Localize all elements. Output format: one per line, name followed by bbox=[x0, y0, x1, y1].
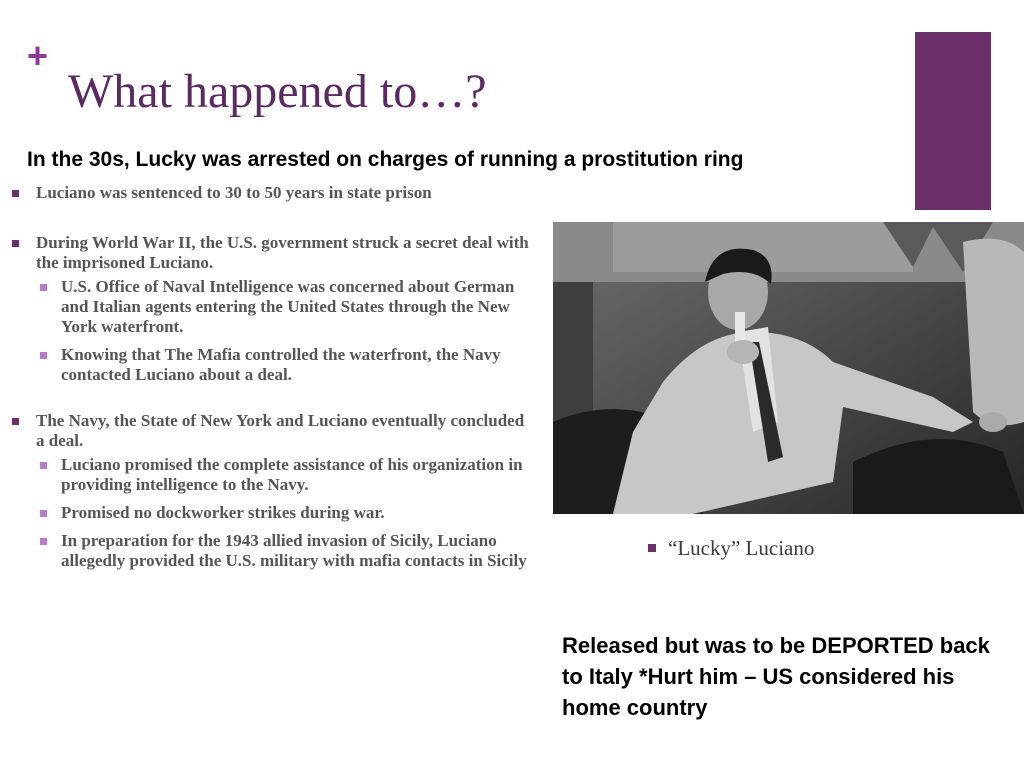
plus-icon: + bbox=[27, 35, 49, 76]
caption-text: “Lucky” Luciano bbox=[668, 536, 815, 560]
sub-bullet-item: U.S. Office of Naval Intelligence was concerned about German and Italian agents entering the United States through the New York waterfront. bbox=[36, 277, 535, 337]
sub-bullet-item: Knowing that The Mafia controlled the waterfront, the Navy contacted Luciano about a deal. bbox=[36, 345, 535, 385]
bullet-text: The Navy, the State of New York and Luciano eventually concluded a deal. bbox=[36, 411, 525, 450]
bullet-text: During World War II, the U.S. government struck a secret deal with the imprisoned Luciano. bbox=[36, 233, 529, 272]
sub-bullet-list bbox=[36, 455, 535, 571]
bullet-text: Luciano was sentenced to 30 to 50 years in state prison bbox=[36, 183, 432, 202]
released-note: Released but was to be DEPORTED back to Italy *Hurt him – US considered his home country bbox=[562, 633, 990, 720]
luciano-photo bbox=[553, 222, 1024, 514]
sub-bullet-list bbox=[36, 277, 535, 385]
sub-bullet-item: In preparation for the 1943 allied invasion of Sicily, Luciano allegedly provided the U.S. military with mafia contacts in Sicily bbox=[36, 531, 535, 571]
bullet-item bbox=[10, 183, 535, 203]
bullet-item bbox=[10, 411, 535, 571]
slide-title: What happened to…? bbox=[68, 65, 487, 118]
sub-bullet-item: Luciano promised the complete assistance of his organization in providing intelligence to the Navy. bbox=[36, 455, 535, 495]
accent-bar bbox=[915, 32, 991, 210]
sub-bullet-item: Promised no dockworker strikes during war. bbox=[36, 503, 535, 523]
bullet-item bbox=[10, 233, 535, 385]
bullet-list bbox=[10, 183, 535, 579]
caption-bullet bbox=[648, 544, 656, 552]
photo-caption bbox=[648, 535, 814, 561]
slide-subtitle: In the 30s, Lucky was arrested on charges of running a prostitution ring bbox=[27, 148, 744, 171]
